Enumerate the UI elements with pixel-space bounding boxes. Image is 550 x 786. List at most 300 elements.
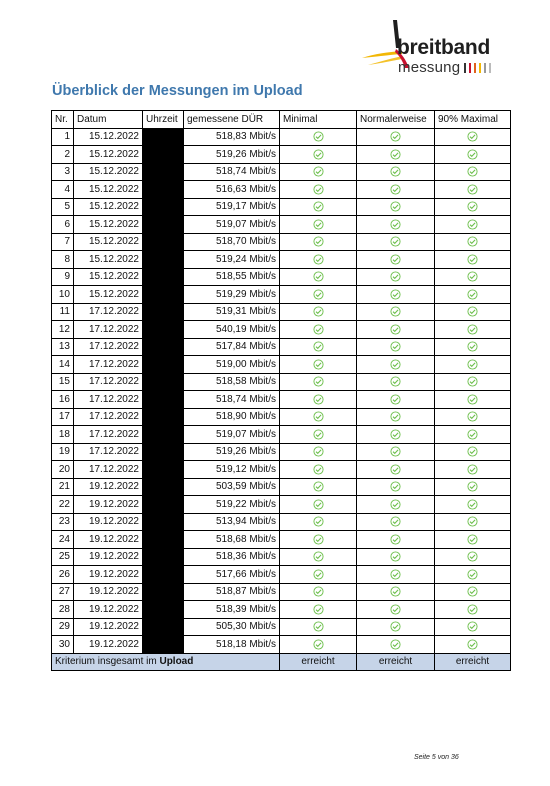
90-maximal-status <box>435 443 511 461</box>
check-circle-icon <box>467 306 478 317</box>
row-number: 10 <box>52 286 74 304</box>
90-maximal-status <box>435 198 511 216</box>
check-circle-icon <box>467 166 478 177</box>
check-circle-icon <box>390 254 401 265</box>
check-circle-icon <box>313 551 324 562</box>
check-circle-icon <box>467 254 478 265</box>
normalerweise-status <box>357 286 435 304</box>
row-number: 13 <box>52 338 74 356</box>
minimal-status <box>280 321 357 339</box>
90-maximal-status <box>435 373 511 391</box>
check-circle-icon <box>467 569 478 580</box>
row-measured-value: 517,66 Mbit/s <box>184 566 280 584</box>
normalerweise-status <box>357 513 435 531</box>
normalerweise-status <box>357 181 435 199</box>
check-circle-icon <box>390 271 401 282</box>
check-circle-icon <box>313 499 324 510</box>
normalerweise-status <box>357 636 435 654</box>
row-number: 1 <box>52 128 74 146</box>
check-circle-icon <box>390 341 401 352</box>
check-circle-icon <box>313 411 324 422</box>
criterion-upload: Upload <box>159 656 194 668</box>
normalerweise-status <box>357 618 435 636</box>
row-measured-value: 513,94 Mbit/s <box>184 513 280 531</box>
redacted-time <box>143 548 184 566</box>
row-date: 17.12.2022 <box>74 408 143 426</box>
check-circle-icon <box>313 166 324 177</box>
row-measured-value: 518,83 Mbit/s <box>184 128 280 146</box>
normalerweise-status <box>357 321 435 339</box>
logo-word-breitband: breitband <box>397 36 490 59</box>
check-circle-icon <box>390 201 401 212</box>
redacted-time <box>143 426 184 444</box>
normalerweise-status <box>357 146 435 164</box>
header-minimal: Minimal <box>280 111 357 129</box>
logo-word-messung: messung <box>398 59 461 76</box>
normalerweise-status <box>357 128 435 146</box>
normalerweise-status <box>357 408 435 426</box>
row-measured-value: 518,70 Mbit/s <box>184 233 280 251</box>
minimal-status <box>280 636 357 654</box>
check-circle-icon <box>467 131 478 142</box>
row-date: 15.12.2022 <box>74 216 143 234</box>
check-circle-icon <box>467 271 478 282</box>
table-row <box>52 548 511 566</box>
row-measured-value: 519,26 Mbit/s <box>184 443 280 461</box>
row-measured-value: 519,07 Mbit/s <box>184 216 280 234</box>
normalerweise-status <box>357 268 435 286</box>
table-row <box>52 373 511 391</box>
row-number: 26 <box>52 566 74 584</box>
table-row <box>52 321 511 339</box>
criterion-prefix: Kriterium insgesamt im <box>55 656 160 668</box>
minimal-status <box>280 531 357 549</box>
minimal-status <box>280 408 357 426</box>
90-maximal-status <box>435 566 511 584</box>
90-maximal-status <box>435 146 511 164</box>
check-circle-icon <box>467 429 478 440</box>
normalerweise-status <box>357 583 435 601</box>
row-date: 15.12.2022 <box>74 198 143 216</box>
minimal-status <box>280 286 357 304</box>
check-circle-icon <box>467 149 478 160</box>
normalerweise-status <box>357 391 435 409</box>
check-circle-icon <box>313 306 324 317</box>
check-circle-icon <box>467 219 478 230</box>
row-number: 16 <box>52 391 74 409</box>
check-circle-icon <box>390 236 401 247</box>
table-row <box>52 251 511 269</box>
90-maximal-status <box>435 618 511 636</box>
table-row <box>52 531 511 549</box>
check-circle-icon <box>313 534 324 545</box>
row-number: 28 <box>52 601 74 619</box>
90-maximal-status <box>435 233 511 251</box>
row-measured-value: 518,87 Mbit/s <box>184 583 280 601</box>
row-number: 19 <box>52 443 74 461</box>
redacted-time <box>143 513 184 531</box>
90-maximal-status <box>435 251 511 269</box>
row-date: 17.12.2022 <box>74 426 143 444</box>
check-circle-icon <box>467 411 478 422</box>
check-circle-icon <box>390 429 401 440</box>
check-circle-icon <box>467 359 478 370</box>
minimal-status <box>280 548 357 566</box>
check-circle-icon <box>467 236 478 247</box>
check-circle-icon <box>467 394 478 405</box>
row-measured-value: 517,84 Mbit/s <box>184 338 280 356</box>
redacted-time <box>143 251 184 269</box>
row-number: 18 <box>52 426 74 444</box>
check-circle-icon <box>390 586 401 597</box>
row-measured-value: 505,30 Mbit/s <box>184 618 280 636</box>
check-circle-icon <box>467 324 478 335</box>
redacted-time <box>143 233 184 251</box>
minimal-status <box>280 198 357 216</box>
redacted-time <box>143 461 184 479</box>
row-measured-value: 518,68 Mbit/s <box>184 531 280 549</box>
minimal-status <box>280 461 357 479</box>
table-row <box>52 583 511 601</box>
normalerweise-status <box>357 426 435 444</box>
check-circle-icon <box>467 516 478 527</box>
row-date: 19.12.2022 <box>74 618 143 636</box>
90-maximal-status <box>435 321 511 339</box>
header-90-maximal: 90% Maximal <box>435 111 511 129</box>
redacted-time <box>143 443 184 461</box>
table-row <box>52 286 511 304</box>
minimal-status <box>280 251 357 269</box>
check-circle-icon <box>313 324 324 335</box>
table-row <box>52 128 511 146</box>
minimal-status <box>280 426 357 444</box>
minimal-status <box>280 338 357 356</box>
check-circle-icon <box>390 446 401 457</box>
minimal-status <box>280 128 357 146</box>
check-circle-icon <box>313 201 324 212</box>
check-circle-icon <box>390 131 401 142</box>
row-number: 23 <box>52 513 74 531</box>
row-date: 15.12.2022 <box>74 163 143 181</box>
result-normalerweise: erreicht <box>357 653 435 671</box>
90-maximal-status <box>435 601 511 619</box>
normalerweise-status <box>357 566 435 584</box>
row-measured-value: 540,19 Mbit/s <box>184 321 280 339</box>
check-circle-icon <box>390 604 401 615</box>
table-row <box>52 268 511 286</box>
row-number: 15 <box>52 373 74 391</box>
check-circle-icon <box>390 306 401 317</box>
row-measured-value: 519,22 Mbit/s <box>184 496 280 514</box>
row-number: 27 <box>52 583 74 601</box>
redacted-time <box>143 268 184 286</box>
normalerweise-status <box>357 163 435 181</box>
header-normalerweise: Normalerweise <box>357 111 435 129</box>
row-date: 19.12.2022 <box>74 531 143 549</box>
check-circle-icon <box>467 604 478 615</box>
table-row <box>52 443 511 461</box>
row-measured-value: 519,00 Mbit/s <box>184 356 280 374</box>
redacted-time <box>143 583 184 601</box>
normalerweise-status <box>357 233 435 251</box>
row-date: 19.12.2022 <box>74 636 143 654</box>
check-circle-icon <box>390 621 401 632</box>
table-row <box>52 163 511 181</box>
row-measured-value: 518,58 Mbit/s <box>184 373 280 391</box>
minimal-status <box>280 303 357 321</box>
90-maximal-status <box>435 408 511 426</box>
table-row <box>52 216 511 234</box>
table-row <box>52 566 511 584</box>
row-date: 15.12.2022 <box>74 233 143 251</box>
row-date: 19.12.2022 <box>74 601 143 619</box>
90-maximal-status <box>435 356 511 374</box>
90-maximal-status <box>435 513 511 531</box>
check-circle-icon <box>390 464 401 475</box>
90-maximal-status <box>435 548 511 566</box>
check-circle-icon <box>390 534 401 545</box>
row-number: 14 <box>52 356 74 374</box>
row-number: 9 <box>52 268 74 286</box>
minimal-status <box>280 146 357 164</box>
minimal-status <box>280 513 357 531</box>
normalerweise-status <box>357 356 435 374</box>
breitbandmessung-logo <box>360 18 510 78</box>
check-circle-icon <box>467 481 478 492</box>
header-nr: Nr. <box>52 111 74 129</box>
row-number: 7 <box>52 233 74 251</box>
minimal-status <box>280 268 357 286</box>
90-maximal-status <box>435 531 511 549</box>
check-circle-icon <box>313 149 324 160</box>
row-number: 8 <box>52 251 74 269</box>
row-date: 15.12.2022 <box>74 181 143 199</box>
90-maximal-status <box>435 583 511 601</box>
check-circle-icon <box>467 639 478 650</box>
check-circle-icon <box>313 236 324 247</box>
row-number: 5 <box>52 198 74 216</box>
90-maximal-status <box>435 426 511 444</box>
check-circle-icon <box>390 324 401 335</box>
check-circle-icon <box>467 551 478 562</box>
minimal-status <box>280 566 357 584</box>
table-row <box>52 601 511 619</box>
minimal-status <box>280 496 357 514</box>
row-number: 2 <box>52 146 74 164</box>
row-date: 15.12.2022 <box>74 251 143 269</box>
check-circle-icon <box>313 254 324 265</box>
check-circle-icon <box>390 394 401 405</box>
check-circle-icon <box>390 551 401 562</box>
check-circle-icon <box>390 411 401 422</box>
normalerweise-status <box>357 478 435 496</box>
row-measured-value: 518,36 Mbit/s <box>184 548 280 566</box>
check-circle-icon <box>313 621 324 632</box>
check-circle-icon <box>313 464 324 475</box>
redacted-time <box>143 146 184 164</box>
row-measured-value: 519,07 Mbit/s <box>184 426 280 444</box>
table-row <box>52 303 511 321</box>
table-row <box>52 198 511 216</box>
table-row <box>52 181 511 199</box>
redacted-time <box>143 286 184 304</box>
row-number: 20 <box>52 461 74 479</box>
minimal-status <box>280 373 357 391</box>
row-date: 19.12.2022 <box>74 496 143 514</box>
row-number: 29 <box>52 618 74 636</box>
minimal-status <box>280 618 357 636</box>
redacted-time <box>143 181 184 199</box>
minimal-status <box>280 391 357 409</box>
redacted-time <box>143 163 184 181</box>
90-maximal-status <box>435 391 511 409</box>
minimal-status <box>280 216 357 234</box>
redacted-time <box>143 216 184 234</box>
table-header-row <box>52 111 511 129</box>
90-maximal-status <box>435 636 511 654</box>
check-circle-icon <box>313 586 324 597</box>
row-measured-value: 516,63 Mbit/s <box>184 181 280 199</box>
90-maximal-status <box>435 181 511 199</box>
row-measured-value: 518,74 Mbit/s <box>184 163 280 181</box>
table-row <box>52 146 511 164</box>
row-measured-value: 518,90 Mbit/s <box>184 408 280 426</box>
normalerweise-status <box>357 251 435 269</box>
redacted-time <box>143 338 184 356</box>
row-number: 17 <box>52 408 74 426</box>
check-circle-icon <box>390 166 401 177</box>
check-circle-icon <box>313 219 324 230</box>
check-circle-icon <box>467 586 478 597</box>
row-measured-value: 519,17 Mbit/s <box>184 198 280 216</box>
minimal-status <box>280 583 357 601</box>
row-measured-value: 518,55 Mbit/s <box>184 268 280 286</box>
normalerweise-status <box>357 373 435 391</box>
row-date: 15.12.2022 <box>74 146 143 164</box>
row-number: 4 <box>52 181 74 199</box>
check-circle-icon <box>313 359 324 370</box>
row-measured-value: 518,74 Mbit/s <box>184 391 280 409</box>
table-row <box>52 426 511 444</box>
normalerweise-status <box>357 338 435 356</box>
check-circle-icon <box>467 499 478 510</box>
check-circle-icon <box>313 481 324 492</box>
row-measured-value: 518,18 Mbit/s <box>184 636 280 654</box>
redacted-time <box>143 601 184 619</box>
check-circle-icon <box>467 376 478 387</box>
row-date: 19.12.2022 <box>74 566 143 584</box>
check-circle-icon <box>390 639 401 650</box>
normalerweise-status <box>357 601 435 619</box>
minimal-status <box>280 233 357 251</box>
check-circle-icon <box>313 516 324 527</box>
90-maximal-status <box>435 216 511 234</box>
row-number: 21 <box>52 478 74 496</box>
row-date: 17.12.2022 <box>74 303 143 321</box>
row-number: 12 <box>52 321 74 339</box>
check-circle-icon <box>467 184 478 195</box>
check-circle-icon <box>313 131 324 142</box>
row-date: 19.12.2022 <box>74 583 143 601</box>
redacted-time <box>143 356 184 374</box>
redacted-time <box>143 531 184 549</box>
check-circle-icon <box>313 429 324 440</box>
row-number: 11 <box>52 303 74 321</box>
row-date: 17.12.2022 <box>74 391 143 409</box>
check-circle-icon <box>467 621 478 632</box>
check-circle-icon <box>313 271 324 282</box>
signal-bars-icon <box>464 62 504 74</box>
check-circle-icon <box>390 516 401 527</box>
table-row <box>52 461 511 479</box>
minimal-status <box>280 601 357 619</box>
table-row <box>52 391 511 409</box>
minimal-status <box>280 181 357 199</box>
row-measured-value: 519,29 Mbit/s <box>184 286 280 304</box>
row-date: 17.12.2022 <box>74 338 143 356</box>
header-uhrzeit: Uhrzeit <box>143 111 184 129</box>
row-date: 15.12.2022 <box>74 268 143 286</box>
redacted-time <box>143 321 184 339</box>
check-circle-icon <box>313 394 324 405</box>
row-date: 15.12.2022 <box>74 286 143 304</box>
check-circle-icon <box>313 289 324 300</box>
check-circle-icon <box>390 481 401 492</box>
90-maximal-status <box>435 496 511 514</box>
90-maximal-status <box>435 303 511 321</box>
row-number: 3 <box>52 163 74 181</box>
row-measured-value: 503,59 Mbit/s <box>184 478 280 496</box>
table-row <box>52 496 511 514</box>
minimal-status <box>280 356 357 374</box>
redacted-time <box>143 618 184 636</box>
redacted-time <box>143 128 184 146</box>
redacted-time <box>143 496 184 514</box>
normalerweise-status <box>357 531 435 549</box>
row-measured-value: 519,31 Mbit/s <box>184 303 280 321</box>
redacted-time <box>143 636 184 654</box>
row-measured-value: 519,24 Mbit/s <box>184 251 280 269</box>
redacted-time <box>143 478 184 496</box>
row-number: 25 <box>52 548 74 566</box>
check-circle-icon <box>313 569 324 580</box>
table-row <box>52 513 511 531</box>
90-maximal-status <box>435 163 511 181</box>
redacted-time <box>143 391 184 409</box>
normalerweise-status <box>357 443 435 461</box>
result-minimal: erreicht <box>280 653 357 671</box>
row-measured-value: 519,12 Mbit/s <box>184 461 280 479</box>
table-row <box>52 338 511 356</box>
row-date: 17.12.2022 <box>74 461 143 479</box>
minimal-status <box>280 163 357 181</box>
check-circle-icon <box>390 289 401 300</box>
check-circle-icon <box>390 184 401 195</box>
minimal-status <box>280 443 357 461</box>
row-date: 17.12.2022 <box>74 321 143 339</box>
page-number: Seite 5 von 36 <box>414 754 459 761</box>
row-date: 19.12.2022 <box>74 548 143 566</box>
check-circle-icon <box>390 569 401 580</box>
normalerweise-status <box>357 198 435 216</box>
table-row <box>52 478 511 496</box>
row-date: 19.12.2022 <box>74 478 143 496</box>
check-circle-icon <box>313 184 324 195</box>
check-circle-icon <box>390 376 401 387</box>
check-circle-icon <box>313 376 324 387</box>
check-circle-icon <box>467 341 478 352</box>
check-circle-icon <box>313 446 324 457</box>
